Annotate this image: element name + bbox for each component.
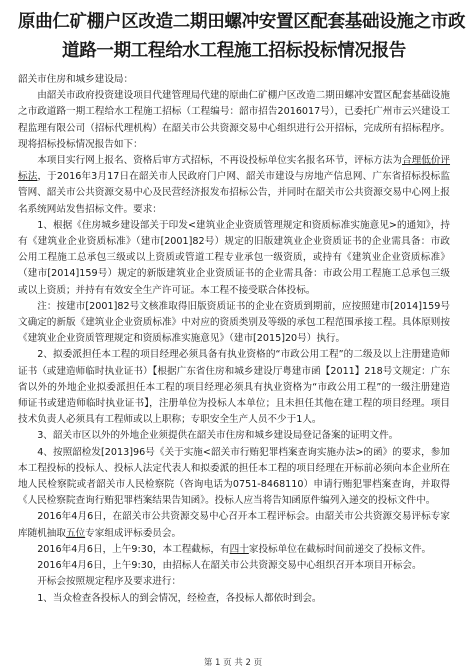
- paragraph-method: 本项目实行网上报名、资格后审方式招标，不再设投标单位实名报名环节，评标方法为合理低价评标法，于2016年3月17日在韶关市人民政府门户网、韶关市建设与房地产信息网、广东省招标投标监管网、韶关市公共资源交易中心及民营经济报发布招标公告，并同时在韶关市公共资源交易中心网上报名系统网站发售招标文件。要求：: [18, 155, 451, 215]
- page-footer: 第 1 页 共 2 页: [203, 658, 263, 668]
- paragraph-bid-close: 2016年4月6日，上午9:30，本工程截标，有四十家投标单位在截标时间前递交了投标文件。: [37, 543, 432, 555]
- bidder-count-emphasis: 四十: [229, 543, 249, 555]
- paragraph-procedure: 开标会按照规定程序及要求进行：: [37, 576, 182, 588]
- paragraph-eval-meeting: 2016年4月6日，在韶关市公共资源交易中心召开本工程评标会。由韶关市公共资源交易评标专家库随机抽取五位专家组成评标委员会。: [18, 511, 450, 539]
- expert-count-emphasis: 五位: [65, 527, 86, 539]
- paragraph-req-4: 4、按照韶检发[2013]96号《关于实施<韶关市行贿犯罪档案查询实施办法>的函》的要求，参加本工程投标的投标人、投标人法定代表人和拟委派的担任本工程的项目经理在开标前必须向本企业所在地人民检察院或者韶关市人民检察院（咨询电话为0751-8468110）申请行贿犯罪档案查询，并取得《人民检察院查询行贿犯罪档案结果告知函》。投标人应当将告知函原件编列入递交的投标文件中。: [18, 446, 450, 507]
- title-line-1: 原曲仁矿棚户区改造二期田螺冲安置区配套基础设施之市政: [18, 12, 466, 32]
- paragraph-bid-open: 2016年4月6日，上午9:30，由招标人在韶关市公共资源交易中心组织召开本项目开标会。: [37, 560, 422, 572]
- salutation: 韶关市住房和城乡建设局：: [18, 74, 134, 85]
- paragraph-req-3: 3、韶关市区以外的外地企业须提供在韶关市住房和城乡建设局登记备案的证明文件。: [37, 430, 399, 442]
- paragraph-req-1: 1、根据《住房城乡建设部关于印发<建筑业企业资质管理规定和资质标准实施意见>的通知》，持有《建筑业企业资质标准》（建市[2001]82号）规定的旧版建筑业企业资质证书的企业需具备：市政公用工程施工总承包三级或以上资质或管道工程专业承包一级资质，或持有《建筑业企业资质标准》（建市[2014]159号）规定的新版建筑业企业资质证书的企业需具备：市政公用工程施工总承包三级或以上资质；并持有有效安全生产许可证。本工程不接受联合体投标。: [18, 219, 450, 296]
- paragraph-step-1: 1、当众检查各投标人的到会情况，经检查，各投标人都依时到会。: [37, 592, 322, 604]
- document-title: [18, 8, 466, 66]
- paragraph-req-2: 2、拟委派担任本工程的项目经理必须具备有执业资格的“市政公用工程”的二级及以上注册建造师证书（或建造师临时执业证书）【根据广东省住房和城乡建设厅粤建市函【2011】218号文规定：广东省以外的外地企业拟委派担任本工程的项目经理必须具有执业资格为“市政公用工程”的一级注册建造师证书或建造师临时执业证书】，注册单位为投标人本单位；且未担任其他在建工程的项目经理。项目技术负责人必须具有工程师或以上职称；专职安全生产人员不少于1人。: [18, 349, 450, 426]
- paragraph-intro: 由韶关市政府投资建设项目代建管理局代建的原曲仁矿棚户区改造二期田螺冲安置区配套基础设施之市政道路一期工程给水工程施工招标（工程编号：韶市招告2016017号），已委托广州市云兴建设工程监理有限公司（招标代理机构）在韶关市公共资源交易中心组织进行公开招标，完成所有招标程序。现将招标投标情况报告如下：: [18, 90, 450, 150]
- eval-method-emphasis: 合理低价评标法: [18, 155, 451, 183]
- paragraph-note: 注：按建市[2001]82号文核准取得旧版资质证书的企业在资质到期前，应按照建市[2014]159号文确定的新版《建筑业企业资质标准》中对应的资质类别及等级的承包工程范围承接工程。具体原则按《建筑业企业资质管理规定和资质标准实施意见》（建市[2015]20号）执行。: [18, 300, 450, 345]
- title-line-2: 道路一期工程给水工程施工招标投标情况报告: [62, 41, 406, 61]
- document-body: [18, 72, 450, 607]
